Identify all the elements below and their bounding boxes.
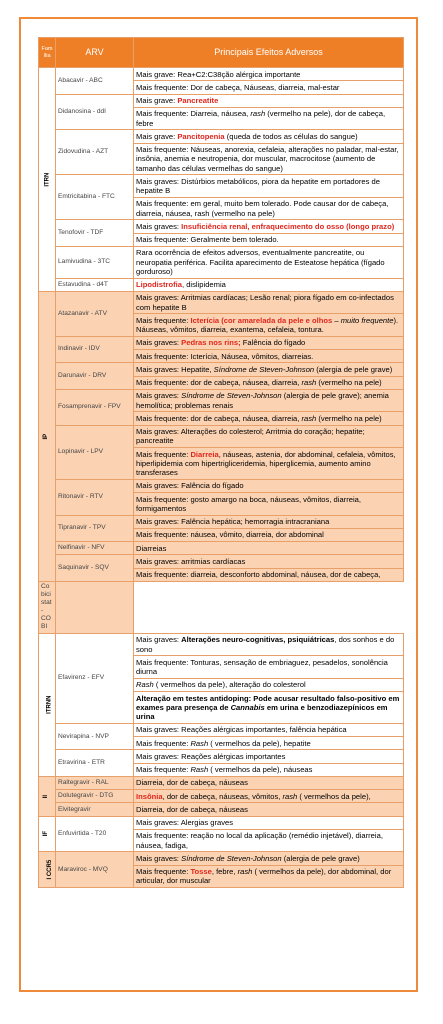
effect-cell: Mais frequente: Diarreia, náuseas, astenia, dor abdominal, cefaleia, vômitos, hiperlipidemia com hipertrigliceridemia, hiperglicemia, aumento amino transferases: [134, 448, 404, 480]
effect-cell: Mais graves: arritmias cardíacas: [134, 555, 404, 568]
drug-name: Fosamprenavir - FPV: [56, 389, 134, 425]
effect-cell: Mais graves: Falência do fígado: [134, 479, 404, 492]
effect-cell: Mais graves: Insuficiência renal, enfraquecimento do osso (longo prazo): [134, 220, 404, 233]
effect-cell: Mais frequente: Rash ( vermelhos da pele), náuseas: [134, 763, 404, 776]
effects-header: Principais Efeitos Adversos: [134, 38, 404, 68]
drug-name: Nevirapina - NVP: [56, 723, 134, 750]
drug-name: Zidovudina - AZT: [56, 130, 134, 175]
effect-cell: Mais frequente: reação no local da aplicação (remédio injetável), diarreia, náusea, fadiga,: [134, 829, 404, 852]
effect-cell: Mais frequente: Rash ( vermelhos da pele), hepatite: [134, 737, 404, 750]
drug-name: Atazanavir - ATV: [56, 291, 134, 336]
effect-cell: Rash ( vermelhos da pele), alteração do colesterol: [134, 678, 404, 691]
effect-cell: Mais graves: Pedras nos rins; Falência do fígado: [134, 336, 404, 349]
drug-name: Tipranavir - TPV: [56, 515, 134, 542]
effect-cell: Mais graves: Distúrbios metabólicos, piora da hepatite em portadores de hepatite B: [134, 175, 404, 198]
effect-cell: Mais frequente: dor de cabeça, náusea, diarreia, rash (vermelho na pele): [134, 412, 404, 425]
drug-name: Cobicistat - COBI: [39, 581, 56, 633]
drug-name: Elvitegravir: [56, 803, 134, 816]
drug-name: Saquinavir - SQV: [56, 555, 134, 582]
family-ip: IP: [39, 291, 56, 581]
drug-name: Tenofovir - TDF: [56, 220, 134, 247]
family-header: Família: [39, 38, 56, 68]
effect-cell: Diarreias: [134, 542, 404, 555]
arv-header: ARV: [56, 38, 134, 68]
effect-cell: [56, 581, 134, 633]
effect-cell: Mais frequente: Náuseas, anorexia, cefaleia, alterações no paladar, mal-estar, insônia, anemia e neutropenia, dor muscular, macrocitose (aumento de tamanho das células vermelhas do sangue): [134, 143, 404, 175]
effect-cell: Mais frequente: Tosse, febre, rash ( vermelhos da pele), dor abdominal, dor articular, dor muscular: [134, 865, 404, 888]
effect-cell: Mais frequente: Dor de cabeça, Náuseas, diarreia, mal-estar: [134, 81, 404, 94]
effect-cell: Mais graves: Arritmias cardíacas; Lesão renal; piora fígado em co-infectados com hepatite B: [134, 291, 404, 314]
effect-cell: Mais frequente: Geralmente bem tolerado.: [134, 233, 404, 246]
drug-name: Nelfinavir - NFV: [56, 542, 134, 555]
effect-cell: Mais graves: Alergias graves: [134, 816, 404, 829]
effect-cell: Mais frequente: em geral, muito bem tolerado. Pode causar dor de cabeça, diarreia, náusea, rash (vermelho na pele): [134, 197, 404, 220]
effect-cell: Mais frequente: Icterícia (cor amarelada da pele e olhos – muito frequente). Náuseas, vômitos, diarreia, exantema, cefaleia, tontura.: [134, 314, 404, 337]
effect-cell: Mais grave: Rea+C2:C38ção alérgica importante: [134, 68, 404, 81]
effect-cell: Mais graves: Falência hepática; hemorragia intracraniana: [134, 515, 404, 528]
drug-name: Etravirina - ETR: [56, 750, 134, 777]
family-if: IF: [39, 816, 56, 852]
effect-cell: Lipodistrofia, dislipidemia: [134, 278, 404, 291]
drug-name: Dolutegravir - DTG: [56, 790, 134, 803]
effect-cell: Mais graves: Alterações neuro-cognitivas, psiquiátricas, dos sonhos e do sono: [134, 633, 404, 656]
effect-cell: Mais graves: Síndrome de Steven-Johnson (alergia de pele grave); anemia hemolítica; problemas renais: [134, 389, 404, 412]
effect-cell: Mais frequente: diarreia, desconforto abdominal, náusea, dor de cabeça,: [134, 568, 404, 581]
drug-name: Lamivudina - 3TC: [56, 246, 134, 278]
drug-name: Ritonavir - RTV: [56, 479, 134, 515]
drug-name: Lopinavir - LPV: [56, 425, 134, 479]
drug-name: Efavirenz - EFV: [56, 633, 134, 723]
effect-cell: Mais frequente: dor de cabeça, náusea, diarreia, rash (vermelho na pele): [134, 376, 404, 389]
effect-cell: Rara ocorrência de efeitos adversos, eventualmente pancreatite, ou neuropatia periférica. Facilita aparecimento de Esteatose hepática (fígado gorduroso): [134, 246, 404, 278]
table-row: [39, 68, 404, 81]
family-ii: II: [39, 776, 56, 816]
family-iccr5: I CCR5: [39, 852, 56, 888]
drug-name: Estavudina - d4T: [56, 278, 134, 291]
family-itrn: ITRN: [39, 68, 56, 292]
effect-cell: Mais frequente: Diarreia, náusea, rash (vermelho na pele), dor de cabeça, febre: [134, 107, 404, 130]
effect-cell: Mais frequente: gosto amargo na boca, náuseas, vômitos, diarreia, formigamentos: [134, 493, 404, 516]
effect-cell: Mais graves: Reações alérgicas importantes: [134, 750, 404, 763]
effect-cell: Alteração em testes antidoping: Pode acusar resultado falso-positivo em exames para presença de Cannabis em urina e benzodiazepínicos em urina: [134, 692, 404, 724]
effect-cell: Mais frequente: Tonturas, sensação de embriaguez, pesadelos, sonolência diurna: [134, 656, 404, 679]
drug-name: Raltegravir - RAL: [56, 776, 134, 789]
drug-name: Indinavir - IDV: [56, 336, 134, 363]
effect-cell: Mais grave: Pancreatite: [134, 94, 404, 107]
drug-name: Didanosina - ddI: [56, 94, 134, 130]
drug-name: Emtricitabina - FTC: [56, 175, 134, 220]
family-itrnn: ITRNN: [39, 633, 56, 776]
effect-cell: Mais frequente: Icterícia, Náusea, vômitos, diarreias.: [134, 350, 404, 363]
drug-name: Enfuvirtida - T20: [56, 816, 134, 852]
drug-name: Maraviroc - MVQ: [56, 852, 134, 888]
effect-cell: Mais graves: Reações alérgicas importantes, falência hepática: [134, 723, 404, 736]
effect-cell: Diarreia, dor de cabeça, náuseas: [134, 803, 404, 816]
effect-cell: Mais graves: Hepatite, Síndrome de Steven-Johnson (alergia de pele grave): [134, 363, 404, 376]
effect-cell: Diarreia, dor de cabeça, náuseas: [134, 776, 404, 789]
effect-cell: Mais graves: Alterações do colesterol; Arritmia do coração; hepatite; pancreatite: [134, 425, 404, 448]
effect-cell: Insônia, dor de cabeça, náuseas, vômitos, rash ( vermelhos da pele),: [134, 790, 404, 803]
effect-cell: Mais grave: Pancitopenia (queda de todos as células do sangue): [134, 130, 404, 143]
effect-cell: Mais graves: Síndrome de Steven-Johnson (alergia de pele grave): [134, 852, 404, 865]
drug-name: Darunavir - DRV: [56, 363, 134, 390]
adverse-effects-table: [38, 37, 404, 888]
effect-cell: Mais frequente: náusea, vômito, diarreia, dor abdominal: [134, 528, 404, 541]
table-header-row: [39, 38, 404, 68]
drug-name: Abacavir - ABC: [56, 68, 134, 95]
